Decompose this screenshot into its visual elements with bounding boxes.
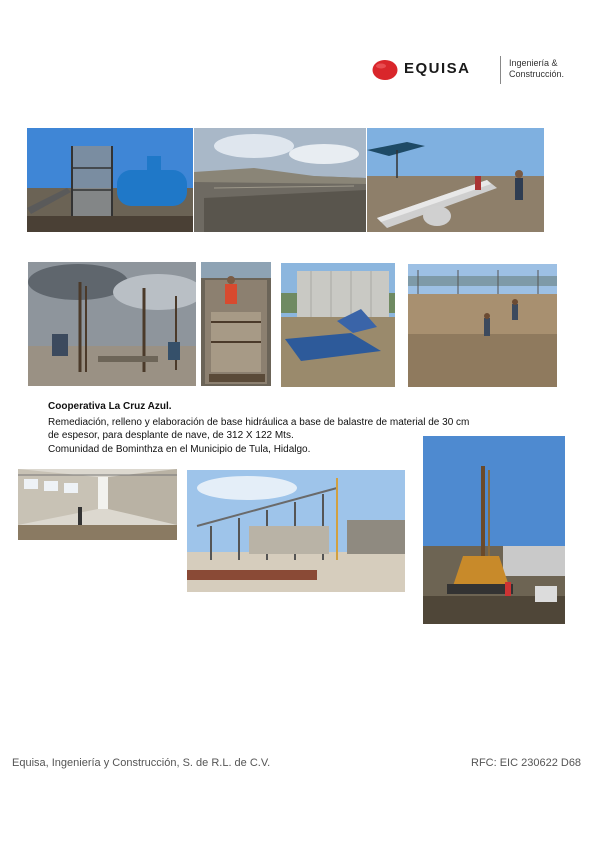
photo-pipeline-workers xyxy=(367,128,544,232)
bullet-item-remediation xyxy=(48,416,469,442)
photo-wall-tarps xyxy=(281,263,395,387)
bullet-line: de espesor, para desplante de nave, de 312 X 122 Mts. xyxy=(48,430,294,441)
logo-brand-name: EQUISA xyxy=(404,60,471,77)
bullet-line: Remediación, relleno y elaboración de base hidráulica a base de balastre de material de 30 cm xyxy=(48,417,470,428)
photo-formwork-worker xyxy=(201,262,271,386)
photo-drilling-rig xyxy=(423,436,565,624)
photo-steel-structure xyxy=(187,470,405,592)
logo-tagline xyxy=(509,58,564,80)
photo-landfill-field xyxy=(194,128,366,232)
equisa-logo-icon xyxy=(372,59,398,81)
project-heading: Cooperativa La Cruz Azul. xyxy=(48,401,172,412)
footer-rfc: RFC: EIC 230622 D68 xyxy=(471,757,582,769)
photo-soil-workers xyxy=(408,264,557,387)
bullet-line: Comunidad de Bominthza en el Municipio de Tula, Hidalgo. xyxy=(48,444,311,455)
photo-plant-machinery xyxy=(27,128,193,232)
photo-rebar-columns xyxy=(28,262,196,386)
logo-tagline-line1: Ingeniería & xyxy=(509,58,558,68)
footer-company-name: Equisa, Ingeniería y Construcción, S. de R.L. de C.V. xyxy=(12,757,271,769)
logo-divider xyxy=(500,56,501,84)
photo-warehouse-interior xyxy=(18,469,177,540)
bullet-item-location xyxy=(48,443,310,456)
logo-tagline-line2: Construcción. xyxy=(509,69,565,79)
